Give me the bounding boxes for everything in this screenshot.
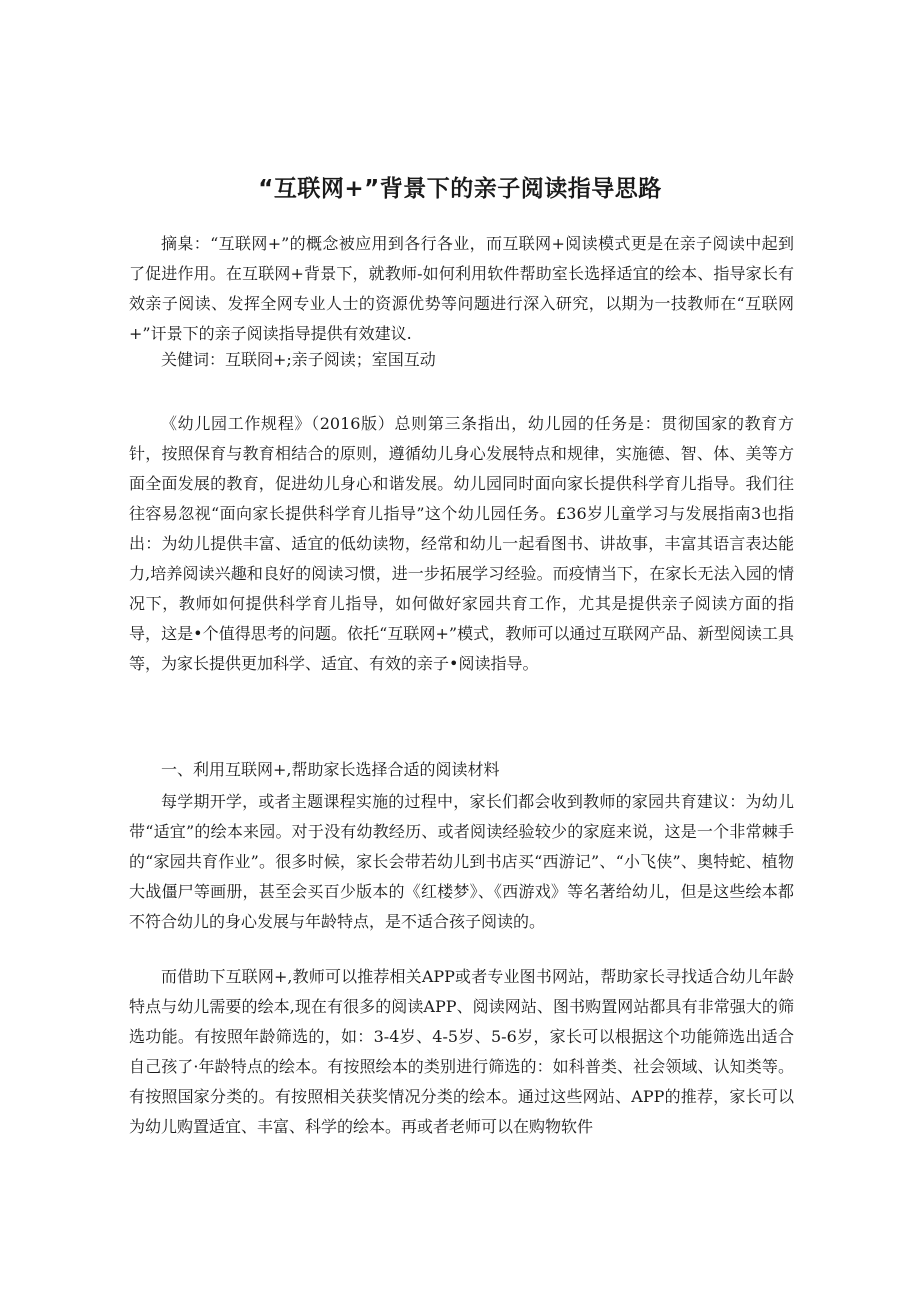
document-title: “互联网+”背景下的亲子阅读指导思路 [258, 176, 662, 202]
body-paragraph-1: 《幼儿园工作规程》（2016版）总则第三条指出，幼儿园的任务是：贯彻国家的教育方针，按照保育与教育相结合的原则，遵循幼儿身心发展特点和规律，实施德、智、体、美等方面全面发展的教育，促进幼儿身心和谐发展。幼儿园同时面向家长提供科学育儿指导。我们往往容易忽视“面向家长提供科学育儿指导”这个幼儿园任务。£36岁儿童学习与发展指南3也指出：为幼儿提供丰富、适宜的低幼读物，经常和幼儿一起看图书、讲故事，丰富其语言表达能力,培养阅读兴趣和良好的阅读习惯，进一步拓展学习经验。而疫情当下，在家长无法入园的情况下，教师如何提供科学育儿指导，如何做好家园共育工作，尤其是提供亲子阅读方面的指导，这是•个值得思考的问题。依托“互联网+”模式，教师可以通过互联网产品、新型阅读工具等，为家长提供更加科学、适宜、有效的亲子•阅读指导。 [129, 414, 794, 673]
keywords-line: 关健词：互联冏+;亲子阅读；室国互动 [161, 350, 436, 369]
body-paragraph-2: 每学期开学，或者主题课程实施的过程中，家长们都会收到教师的家园共育建议：为幼儿带“适宜”的绘本来园。对于没有幼教经历、或者阅读经验较少的家庭来说，这是一个非常棘手的“家园共育作业”。很多时候，家长会带若幼儿到书店买“西游记”、“小飞侠”、奥特蛇、植物大战僵尸等画册，甚至会买百少版本的《红楼梦》、《西游戏》等名著给幼儿，但是这些绘本都不符合幼儿的身心发展与年龄特点，是不适合孩子阅读的。 [129, 792, 794, 931]
abstract-paragraph: 摘臬：“互联网+”的概念被应用到各行各业，而互联网+阅读模式更是在亲子阅读中起到了促进作用。在互联网+背景下，就教师-如何利用软件帮助室长选择适宜的绘本、指导家长有效亲子阅读、发挥全网专业人士的资源优势等问题进行深入研究，以期为一技教师在“互联网+”讦景下的亲子阅读指导提供有效建议. [129, 234, 794, 343]
body-paragraph-3: 而借助下互联网+,教师可以推荐相关APP或者专业图书网站，帮助家长寻找适合幼儿年龄特点与幼儿需要的绘本,现在有很多的阅读APP、阅读网站、图书购置网站都具有非常强大的筛选功能。有按照年龄筛选的，如：3-4岁、4-5岁、5-6岁，家长可以根据这个功能筛选出适合自己孩了·年龄特点的绘本。有按照绘本的类别进行筛选的：如科普类、社会领域、认知类等。有按照国家分类的。有按照相关获奖情况分类的绘本。通过这些网站、APP的推荐，家长可以为幼儿购置适宜、丰富、科学的绘本。再或者老师可以在购物软件 [129, 967, 794, 1136]
section-heading-1: 一、利用互联网+,帮助家长选择合适的阅读材料 [161, 760, 500, 779]
